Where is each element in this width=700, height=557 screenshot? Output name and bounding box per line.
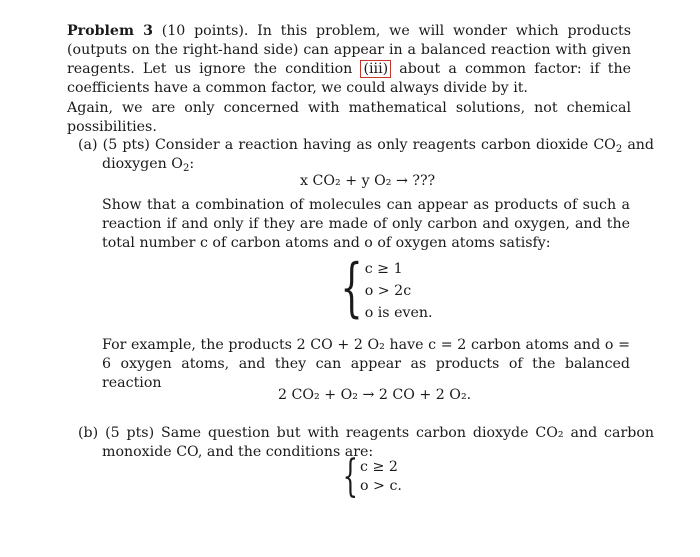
again-paragraph: Again, we are only concerned with mathematical solutions, not chemical possibilities. bbox=[67, 100, 631, 135]
part-a-text-mid: and dioxygen O bbox=[102, 137, 654, 172]
part-a-sub2: 2 bbox=[182, 163, 190, 174]
problem-points: (10 points). bbox=[161, 23, 249, 39]
condition-reference-link[interactable]: (iii) bbox=[360, 60, 391, 78]
part-a-example-reaction: 2 CO₂ + O₂ → 2 CO + 2 O₂. bbox=[278, 387, 472, 403]
part-a-conditions bbox=[322, 251, 433, 325]
problem-intro bbox=[67, 22, 631, 98]
part-a-text: (5 pts) Consider a reaction having as only reagents carbon dioxide CO bbox=[102, 137, 616, 153]
part-a-text-end: : bbox=[189, 156, 195, 172]
condition-a-3: o is even. bbox=[364, 305, 433, 321]
part-b-conditions bbox=[330, 451, 402, 502]
part-a-statement bbox=[78, 136, 654, 174]
part-a-reaction: x CO₂ + y O₂ → ??? bbox=[300, 173, 436, 189]
condition-b-2: o > c. bbox=[360, 478, 402, 494]
intro-line1: In this problem, we will wonder which products (outputs on the right-hand side) can appear in a balanced reaction with given reagents. Let us ignore the condition bbox=[67, 23, 631, 77]
condition-b-1: c ≥ 2 bbox=[360, 459, 398, 475]
intro-line2: about a common factor: if the coefficients have a common factor, we could always divide by it. bbox=[67, 61, 631, 96]
part-a-example: For example, the products 2 CO + 2 O₂ have c = 2 carbon atoms and o = 6 oxygen atoms, and they can appear as products of the balanced reaction bbox=[102, 337, 630, 391]
left-brace-icon: { bbox=[342, 451, 358, 502]
left-brace-icon: { bbox=[340, 251, 363, 325]
part-a-label: (a) bbox=[78, 137, 98, 153]
part-a-sub1: 2 bbox=[615, 144, 623, 155]
condition-a-2: o > 2c bbox=[364, 283, 412, 299]
part-b-label: (b) bbox=[78, 425, 99, 441]
part-a-show-that: Show that a combination of molecules can appear as products of such a reaction if and only if they are made of only carbon and oxygen, and the total number c of carbon atoms and o of oxygen atoms satisfy: bbox=[102, 197, 630, 251]
condition-a-1: c ≥ 1 bbox=[364, 261, 403, 277]
problem-heading: Problem 3 bbox=[67, 23, 153, 39]
part-b-text: (5 pts) Same question but with reagents carbon dioxyde CO₂ and carbon monoxide CO, and the conditions are: bbox=[102, 425, 655, 460]
